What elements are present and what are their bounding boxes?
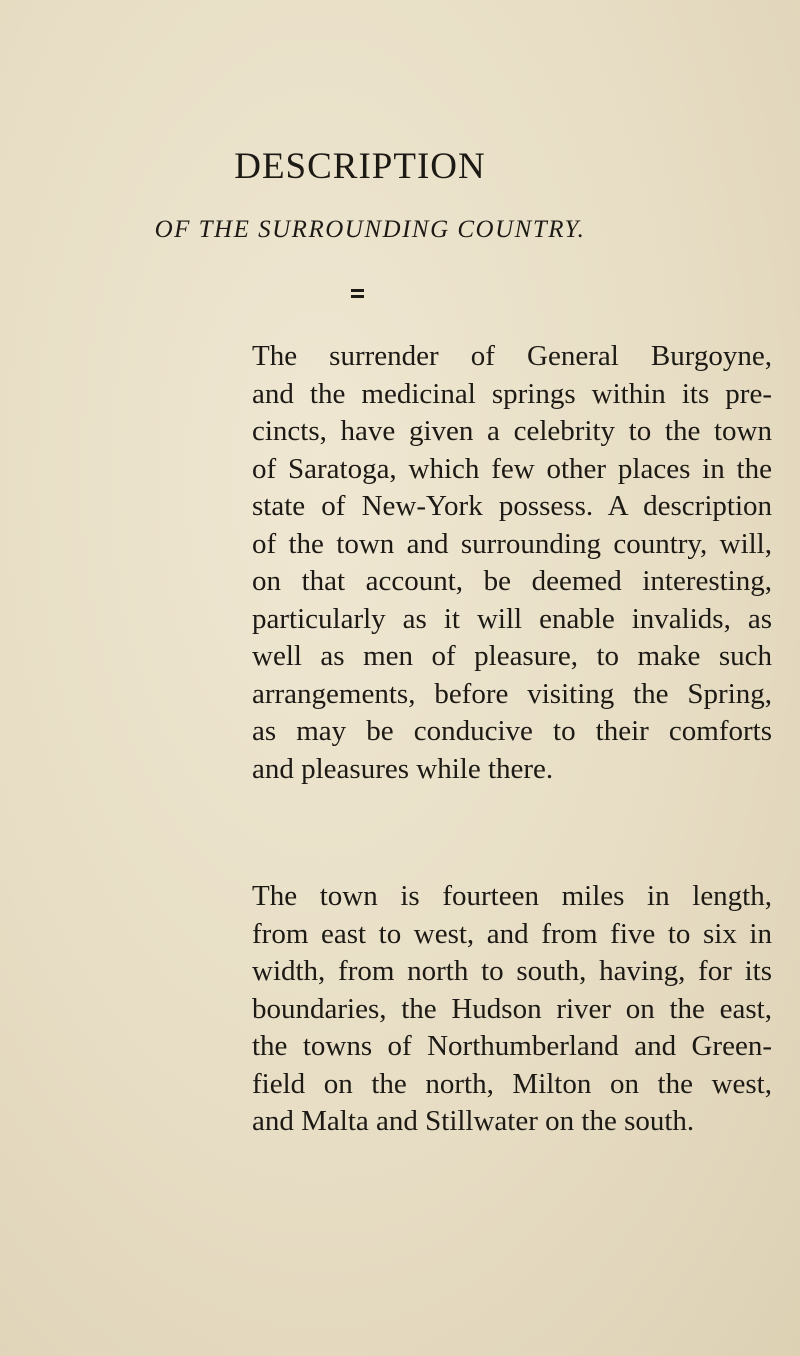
text-line: of the town and surrounding country, will, bbox=[252, 527, 772, 560]
text-line: boundaries, the Hudson river on the east, bbox=[252, 992, 772, 1025]
chapter-title: DESCRIPTION bbox=[234, 146, 486, 187]
text-line: from east to west, and from five to six in bbox=[252, 917, 772, 950]
text-line: and the medicinal springs within its pre- bbox=[252, 377, 772, 410]
decorative-double-rule bbox=[351, 289, 364, 301]
paragraph-1 bbox=[252, 338, 772, 788]
text-line: on that account, be deemed interesting, bbox=[252, 565, 772, 597]
text-line: field on the north, Milton on the west, bbox=[252, 1067, 772, 1100]
text-line: width, from north to south, having, for its bbox=[252, 955, 772, 987]
paragraph-2 bbox=[252, 878, 772, 1141]
text-line: well as men of pleasure, to make such bbox=[252, 640, 772, 672]
chapter-subtitle: OF THE SURROUNDING COUNTRY. bbox=[154, 216, 586, 243]
text-line: the towns of Northumberland and Green- bbox=[252, 1030, 772, 1062]
text-line: state of New-York possess. A description bbox=[252, 490, 772, 522]
text-line: particularly as it will enable invalids, as bbox=[252, 602, 772, 635]
text-line: and Malta and Stillwater on the south. bbox=[252, 1105, 695, 1137]
text-line: arrangements, before visiting the Spring, bbox=[252, 677, 772, 710]
text-line: The surrender of General Burgoyne, bbox=[252, 340, 772, 372]
text-line: cincts, have given a celebrity to the town bbox=[252, 415, 772, 447]
text-line: as may be conducive to their comforts bbox=[252, 715, 772, 747]
text-line: of Saratoga, which few other places in the bbox=[252, 452, 772, 485]
text-line: The town is fourteen miles in length, bbox=[252, 880, 772, 912]
text-line: and pleasures while there. bbox=[252, 752, 554, 785]
